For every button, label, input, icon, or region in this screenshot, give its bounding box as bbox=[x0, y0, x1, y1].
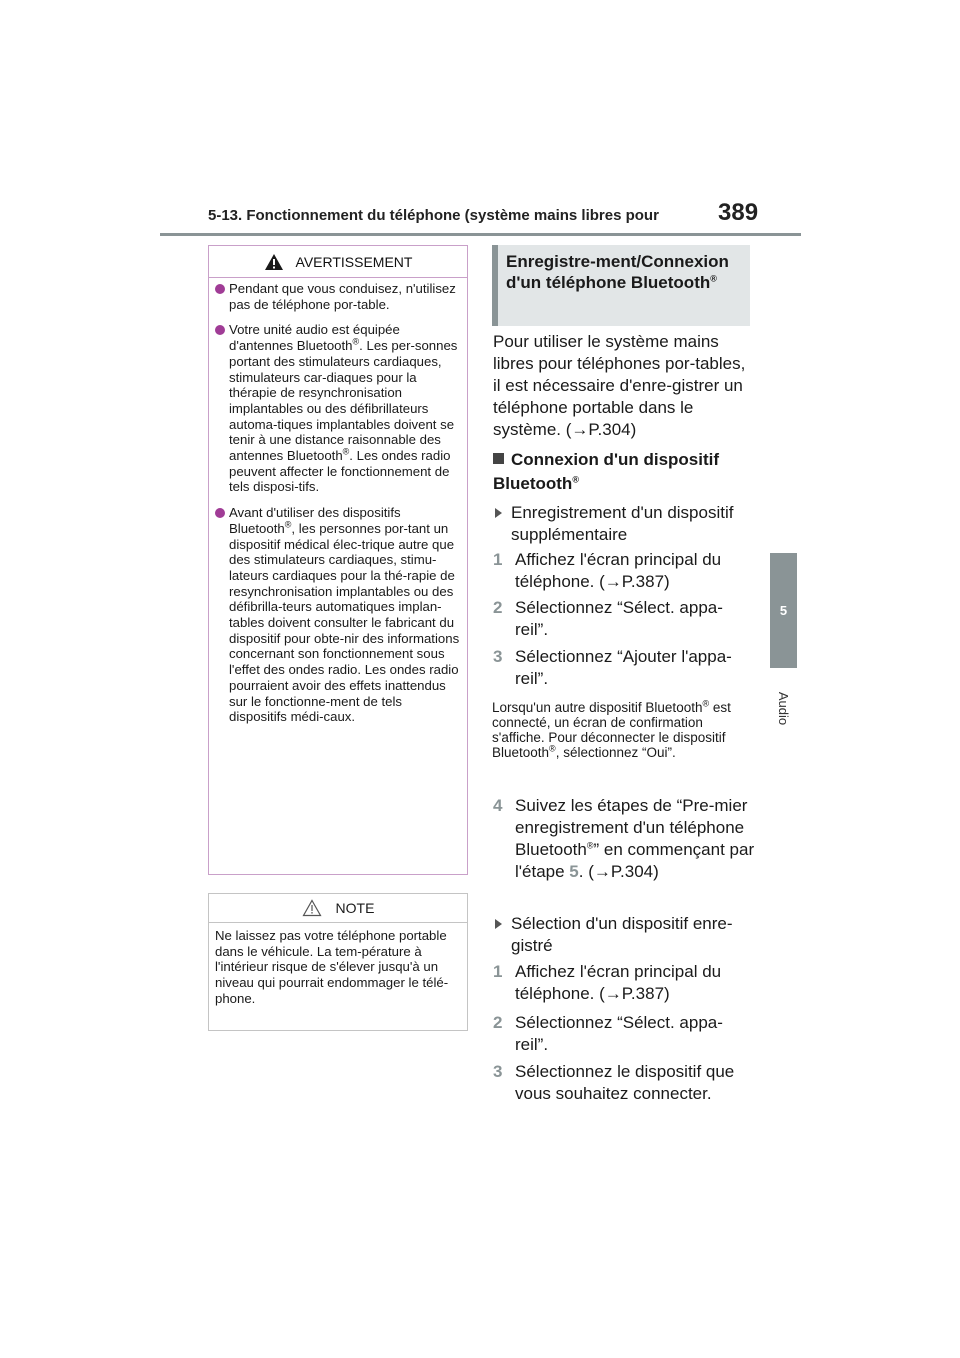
chapter-tab-label-text: Audio bbox=[776, 691, 792, 725]
step-text: Sélectionnez “Sélect. appa-reil”. bbox=[515, 598, 723, 639]
procedure-title bbox=[495, 502, 750, 546]
step-number: 3 bbox=[493, 647, 503, 666]
info-note-text: Lorsqu'un autre dispositif Bluetooth bbox=[492, 700, 703, 715]
section-heading-text: Enregistre-ment/Connexion d'un téléphone Bluetooth bbox=[506, 252, 729, 292]
header-divider bbox=[160, 233, 801, 236]
subheading bbox=[493, 448, 753, 496]
bullet-icon bbox=[215, 325, 225, 335]
warning-item bbox=[215, 322, 461, 495]
registered-mark: ® bbox=[586, 840, 594, 851]
procedure-title-text: Sélection d'un dispositif enre-gistré bbox=[511, 914, 733, 955]
step-number: 1 bbox=[493, 962, 503, 981]
warning-box bbox=[208, 245, 468, 875]
step-text: Suivez les étapes de “Pre-mier enregistrement d'un téléphone Bluetooth bbox=[515, 796, 748, 859]
section-heading bbox=[492, 245, 750, 326]
warning-body bbox=[209, 278, 467, 725]
triangle-bullet-icon bbox=[495, 508, 502, 518]
warning-title: AVERTISSEMENT bbox=[295, 253, 413, 270]
step-text: . (→P.304) bbox=[578, 862, 659, 881]
note-title: NOTE bbox=[335, 900, 375, 916]
step-item bbox=[493, 1012, 755, 1056]
step-reference: 5 bbox=[569, 862, 579, 881]
registered-mark: ® bbox=[284, 519, 292, 530]
step-number: 4 bbox=[493, 796, 503, 815]
bullet-icon bbox=[215, 508, 225, 518]
warning-item-text: . Les per-sonnes portant des stimulateurs cardiaques, stimulateurs car-diaques pour la thérapie de resynchronisation implantables ou des défibrillateurs automa-tiques implantables doivent se tenir à une distance raisonnable des antennes Bluetooth bbox=[229, 338, 458, 464]
step-item bbox=[493, 795, 755, 883]
intro-paragraph: Pour utiliser le système mains libres pour téléphones por-tables, il est nécessaire d'enre-gistrer un téléphone portable dans le système. (→P.304) bbox=[493, 332, 746, 439]
step-text: Affichez l'écran principal du téléphone. (→P.387) bbox=[515, 550, 722, 591]
step-number: 2 bbox=[493, 598, 503, 617]
note-text: Ne laissez pas votre téléphone portable dans le véhicule. La tem-pérature à l'intérieur risque de s'élever jusqu'à un niveau qui pourrait endommager le télé-phone. bbox=[215, 928, 449, 1006]
step-text: ” en commençant par l'étape bbox=[515, 840, 755, 881]
warning-item-text: . Les ondes radio peuvent affecter le fonctionnement de tels disposi-tifs. bbox=[229, 448, 451, 495]
chapter-tab-label bbox=[766, 688, 802, 728]
step-item bbox=[493, 597, 755, 641]
warning-item-text: Avant d'utiliser des dispositifs Bluetooth bbox=[229, 505, 401, 536]
registered-mark: ® bbox=[572, 474, 579, 485]
step-text: Sélectionnez le dispositif que vous souhaitez connecter. bbox=[515, 1062, 735, 1103]
step-item bbox=[493, 1061, 755, 1105]
step-number: 1 bbox=[493, 550, 503, 569]
step-text: Sélectionnez “Ajouter l'appa-reil”. bbox=[515, 647, 732, 688]
registered-mark: ® bbox=[702, 698, 710, 709]
warning-item bbox=[215, 281, 461, 312]
step-item bbox=[493, 646, 755, 690]
chapter-header: 5-13. Fonctionnement du téléphone (système mains libres pour bbox=[208, 207, 659, 224]
step-text: Affichez l'écran principal du téléphone. (→P.387) bbox=[515, 962, 722, 1003]
warning-header bbox=[209, 246, 467, 278]
triangle-bullet-icon bbox=[495, 919, 502, 929]
step-number: 3 bbox=[493, 1062, 503, 1081]
square-bullet-icon bbox=[493, 453, 504, 464]
registered-mark: ® bbox=[342, 446, 350, 457]
procedure-title-text: Enregistrement d'un dispositif supplémentaire bbox=[511, 503, 734, 544]
caution-icon bbox=[302, 899, 322, 917]
info-note-text: , sélectionnez “Oui”. bbox=[555, 745, 676, 760]
info-note-text: est connecté, un écran de confirmation s'affiche. Pour déconnecter le dispositif Bluetooth bbox=[492, 700, 731, 760]
subheading-text: Connexion d'un dispositif Bluetooth bbox=[493, 450, 720, 493]
registered-mark: ® bbox=[549, 743, 556, 754]
warning-item bbox=[215, 505, 461, 725]
note-box bbox=[208, 893, 468, 1031]
warning-item-text: Pendant que vous conduisez, n'utilisez pas de téléphone por-table. bbox=[229, 281, 456, 312]
page-number: 389 bbox=[718, 199, 759, 226]
step-item bbox=[493, 961, 755, 1005]
step-item bbox=[493, 549, 755, 593]
warning-item-text: Votre unité audio est équipée d'antennes Bluetooth bbox=[229, 322, 400, 354]
info-note bbox=[492, 700, 754, 760]
procedure-title bbox=[495, 913, 750, 957]
note-header bbox=[209, 894, 467, 923]
chapter-tab-number: 5 bbox=[779, 603, 788, 618]
warning-icon bbox=[264, 253, 284, 271]
warning-item-text: , les personnes por-tant un dispositif médical élec-trique autre que des stimulateurs cardiaques, stimu-lateurs cardiaques pour la thé-rapie de resynchronisation implantables ou des défibrilla-teurs automatiques implan-tables doivent consulter le fabricant du dispositif pour obte-nir des informations concernant son fonctionnement sous l'effet des ondes radio. Les ondes radio pourraient avoir des effets inattendus sur le fonctionne-ment de tels dispositifs médi-caux. bbox=[229, 520, 460, 725]
registered-mark: ® bbox=[710, 273, 717, 284]
step-number: 2 bbox=[493, 1013, 503, 1032]
chapter-tab bbox=[770, 553, 797, 668]
step-text: Sélectionnez “Sélect. appa-reil”. bbox=[515, 1013, 723, 1054]
bullet-icon bbox=[215, 284, 225, 294]
registered-mark: ® bbox=[352, 336, 360, 347]
